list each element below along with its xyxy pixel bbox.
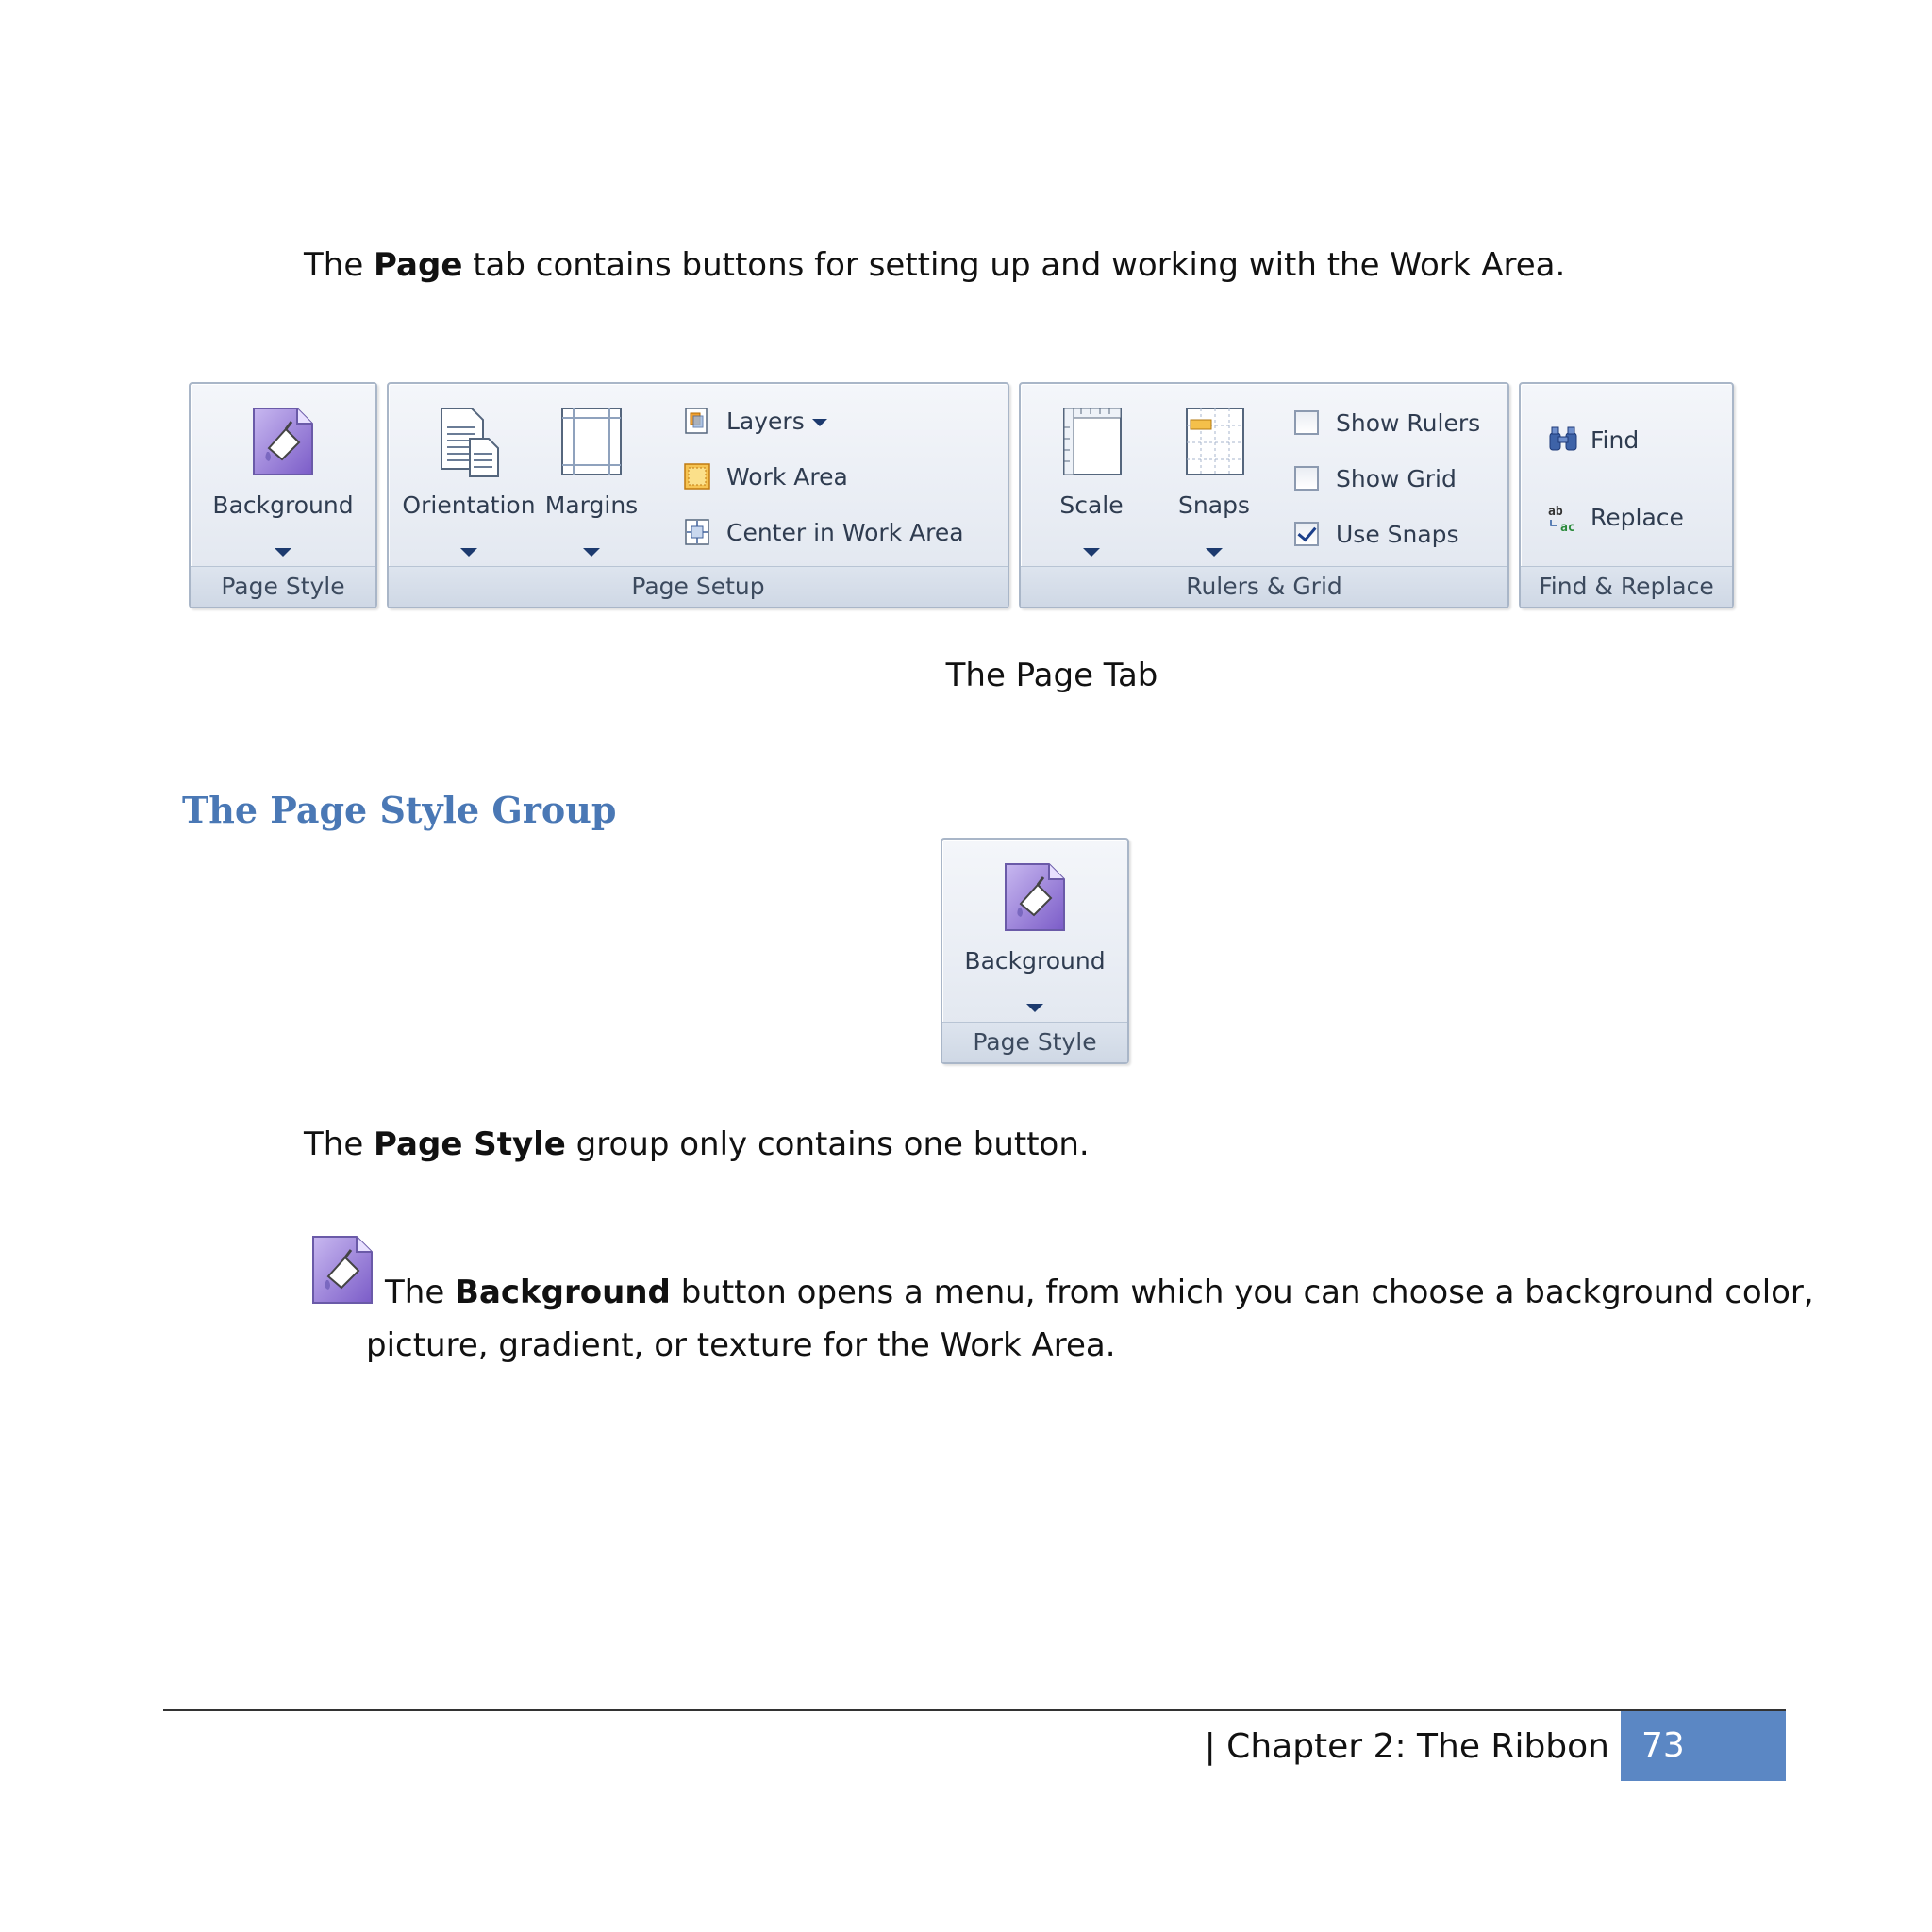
group-page-style xyxy=(189,382,377,608)
intro-suffix: tab contains buttons for setting up and working with the Work Area. xyxy=(462,246,1566,284)
work-area-button[interactable] xyxy=(683,458,848,496)
layers-button-label: Layers xyxy=(726,408,805,435)
center-in-work-area-button[interactable] xyxy=(683,514,964,552)
background-button-label: Background xyxy=(212,491,354,519)
background-line2-text: picture, gradient, or texture for the Work Area. xyxy=(366,1326,1116,1364)
footer-page-number: 73 xyxy=(1621,1711,1786,1781)
work-area-button-label: Work Area xyxy=(726,463,848,491)
show-rulers-label: Show Rulers xyxy=(1336,409,1481,437)
background-button[interactable] xyxy=(196,391,370,561)
figure-background-paint-icon xyxy=(1002,860,1068,934)
intro-bold: Page xyxy=(374,246,463,284)
binoculars-icon xyxy=(1547,425,1575,454)
scale-button-label: Scale xyxy=(1059,491,1124,519)
figure-group-label-page-style: Page Style xyxy=(942,1022,1127,1062)
show-rulers-checkbox[interactable] xyxy=(1294,405,1480,442)
group-find-replace xyxy=(1519,382,1734,608)
figure-background-button[interactable] xyxy=(948,847,1122,1017)
footer-chapter: | Chapter 2: The Ribbon xyxy=(1204,1727,1609,1766)
background-paragraph-line2 xyxy=(366,1324,1116,1369)
page-style-group-figure xyxy=(941,838,1129,1064)
show-rulers-checkbox-box[interactable] xyxy=(1294,410,1319,435)
page-style-paragraph xyxy=(304,1123,1090,1168)
use-snaps-checkbox-box[interactable] xyxy=(1294,522,1319,546)
center-in-work-area-icon xyxy=(683,518,711,546)
scale-ruler-icon xyxy=(1058,405,1124,478)
background-paragraph-line1 xyxy=(385,1271,1814,1316)
orientation-dropdown-arrow-icon xyxy=(460,548,477,557)
page-style-bold: Page Style xyxy=(374,1125,566,1163)
orientation-icon xyxy=(436,405,502,478)
group-page-setup xyxy=(387,382,1009,608)
background-line1-suffix: button opens a menu, from which you can choose a background color, xyxy=(670,1274,1814,1311)
intro-prefix: The xyxy=(304,246,375,284)
background-dropdown-arrow-icon xyxy=(275,548,291,557)
background-bold: Background xyxy=(455,1274,671,1311)
use-snaps-checkbox[interactable] xyxy=(1294,516,1459,554)
group-label-rulers-grid: Rulers & Grid xyxy=(1021,566,1507,607)
scale-dropdown-arrow-icon xyxy=(1083,548,1100,557)
figure-background-button-label: Background xyxy=(964,947,1106,974)
snaps-grid-icon xyxy=(1181,405,1247,478)
figure-caption-text: The Page Tab xyxy=(945,657,1158,694)
figure-caption xyxy=(0,657,1932,694)
background-paint-icon xyxy=(250,405,316,478)
group-rulers-grid xyxy=(1019,382,1509,608)
find-button[interactable] xyxy=(1547,422,1639,459)
show-grid-checkbox-box[interactable] xyxy=(1294,466,1319,491)
svg-text:ac: ac xyxy=(1560,521,1575,535)
margins-button[interactable] xyxy=(540,391,643,561)
margins-icon xyxy=(558,405,625,478)
find-button-label: Find xyxy=(1591,426,1640,454)
group-label-find-replace: Find & Replace xyxy=(1521,566,1732,607)
scale-button[interactable] xyxy=(1030,391,1153,561)
orientation-button[interactable] xyxy=(398,391,540,561)
snaps-dropdown-arrow-icon xyxy=(1206,548,1223,557)
intro-paragraph xyxy=(304,243,1565,289)
inline-background-icon xyxy=(309,1233,375,1307)
figure-background-dropdown-arrow-icon xyxy=(1026,1004,1043,1012)
layers-icon xyxy=(683,407,711,435)
group-label-page-setup: Page Setup xyxy=(389,566,1008,607)
snaps-button[interactable] xyxy=(1153,391,1275,561)
page-style-suffix: group only contains one button. xyxy=(565,1125,1090,1163)
snaps-button-label: Snaps xyxy=(1178,491,1250,519)
margins-dropdown-arrow-icon xyxy=(583,548,600,557)
replace-button-label: Replace xyxy=(1591,504,1684,531)
group-label-page-style: Page Style xyxy=(191,566,375,607)
work-area-icon xyxy=(683,462,711,491)
background-prefix: The xyxy=(385,1274,456,1311)
show-grid-checkbox[interactable] xyxy=(1294,460,1457,498)
svg-text:ab: ab xyxy=(1548,505,1563,519)
layers-button[interactable] xyxy=(683,403,827,441)
replace-button[interactable] xyxy=(1547,499,1684,537)
orientation-button-label: Orientation xyxy=(402,491,536,519)
page-style-prefix: The xyxy=(304,1125,375,1163)
center-in-work-area-button-label: Center in Work Area xyxy=(726,519,964,546)
section-heading: The Page Style Group xyxy=(182,789,617,831)
layers-dropdown-arrow-icon xyxy=(812,419,827,426)
show-grid-label: Show Grid xyxy=(1336,465,1457,492)
footer-rule xyxy=(163,1709,1786,1711)
replace-ab-ac-icon xyxy=(1547,503,1575,535)
use-snaps-label: Use Snaps xyxy=(1336,521,1459,548)
margins-button-label: Margins xyxy=(544,491,639,519)
